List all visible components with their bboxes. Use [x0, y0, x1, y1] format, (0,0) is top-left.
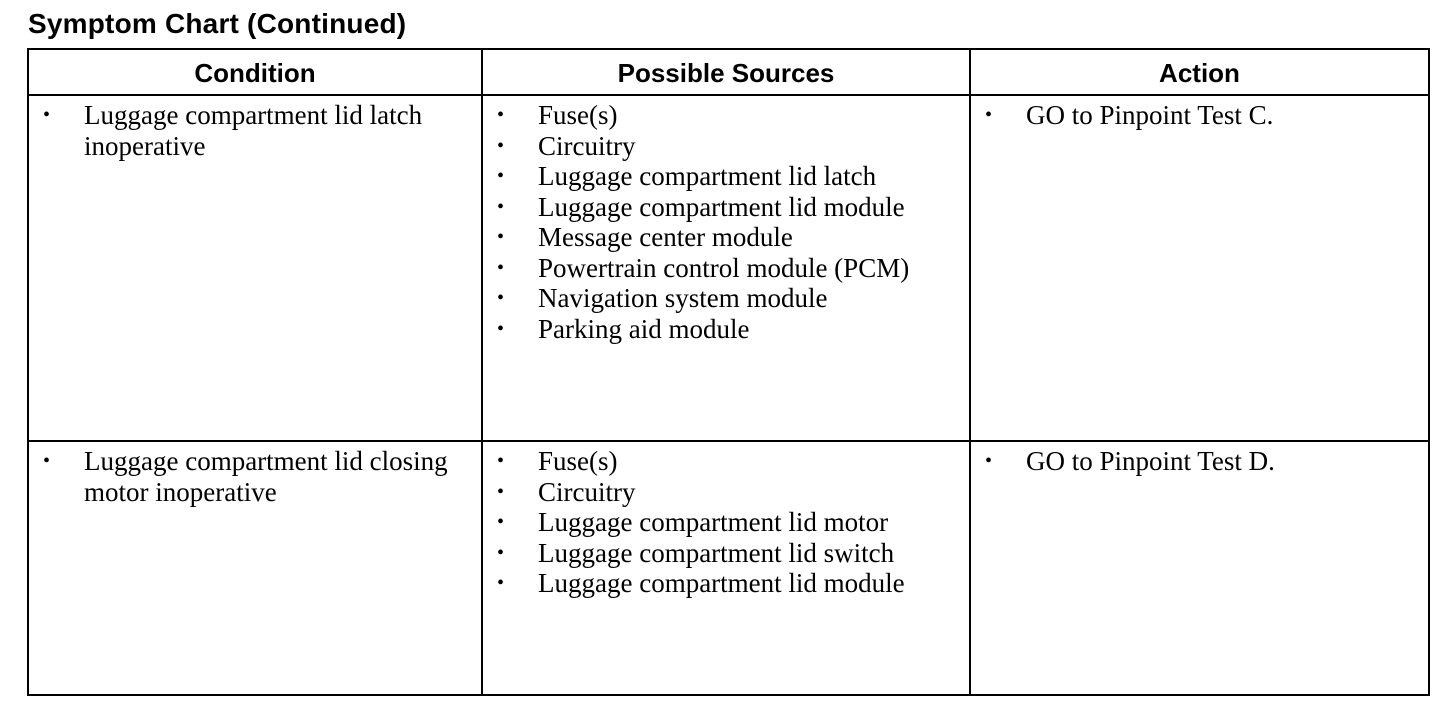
list-item — [971, 446, 1428, 477]
source-text: Parking aid module — [538, 313, 750, 344]
bullet-icon: • — [985, 104, 993, 126]
bullet-icon: • — [497, 317, 505, 340]
list-item — [483, 314, 969, 345]
bullet-icon: • — [497, 541, 505, 564]
bullet-icon: • — [497, 450, 505, 472]
list-item — [483, 538, 969, 569]
table-row — [28, 441, 1429, 695]
action-text: GO to Pinpoint Test D. — [1026, 446, 1275, 476]
symptom-chart-table — [27, 48, 1430, 696]
condition-text: Luggage compartment lid latch inoperative — [84, 100, 423, 161]
bullet-icon: • — [497, 511, 505, 533]
list-item — [483, 100, 969, 131]
bullet-icon: • — [497, 104, 505, 126]
list-item — [483, 568, 969, 599]
bullet-icon: • — [497, 134, 505, 157]
list-item — [483, 222, 969, 253]
source-text: Circuitry — [538, 476, 636, 507]
table-header-row — [28, 49, 1429, 95]
list-item — [483, 477, 969, 508]
bullet-icon: • — [497, 226, 505, 248]
bullet-icon: • — [497, 572, 505, 594]
list-item — [483, 253, 969, 284]
header-possible-sources: Possible Sources — [482, 49, 970, 95]
list-item — [483, 192, 969, 223]
list-item — [483, 161, 969, 192]
possible-sources-cell — [482, 95, 970, 441]
action-cell — [970, 441, 1429, 695]
source-text: Powertrain control module (PCM) — [538, 252, 910, 283]
source-text: Fuse(s) — [538, 446, 618, 476]
source-text: Luggage compartment lid motor — [538, 507, 889, 537]
header-condition: Condition — [28, 49, 482, 95]
source-text: Luggage compartment lid module — [538, 191, 905, 222]
list-item — [483, 283, 969, 314]
bullet-icon: • — [497, 195, 505, 218]
source-text: Message center module — [538, 222, 793, 252]
list-item — [29, 100, 481, 161]
table-row — [28, 95, 1429, 441]
condition-cell — [28, 95, 482, 441]
list-item — [971, 100, 1428, 131]
bullet-icon: • — [43, 104, 51, 126]
list-item — [29, 446, 481, 507]
bullet-icon: • — [43, 450, 51, 472]
source-text: Luggage compartment lid latch — [538, 161, 877, 191]
action-cell — [970, 95, 1429, 441]
source-text: Luggage compartment lid module — [538, 568, 905, 598]
page-title: Symptom Chart (Continued) — [28, 8, 407, 39]
possible-sources-cell — [482, 441, 970, 695]
source-text: Circuitry — [538, 130, 636, 161]
bullet-icon: • — [497, 480, 505, 503]
bullet-icon: • — [497, 256, 505, 279]
list-item — [483, 507, 969, 538]
source-text: Luggage compartment lid switch — [538, 537, 895, 568]
list-item — [483, 131, 969, 162]
bullet-icon: • — [497, 287, 505, 309]
list-item — [483, 446, 969, 477]
header-action: Action — [970, 49, 1429, 95]
bullet-icon: • — [985, 450, 993, 472]
source-text: Navigation system module — [538, 283, 828, 313]
source-text: Fuse(s) — [538, 100, 618, 130]
bullet-icon: • — [497, 165, 505, 187]
condition-text: Luggage compartment lid closing motor inoperative — [84, 446, 448, 507]
condition-cell — [28, 441, 482, 695]
action-text: GO to Pinpoint Test C. — [1026, 100, 1274, 130]
